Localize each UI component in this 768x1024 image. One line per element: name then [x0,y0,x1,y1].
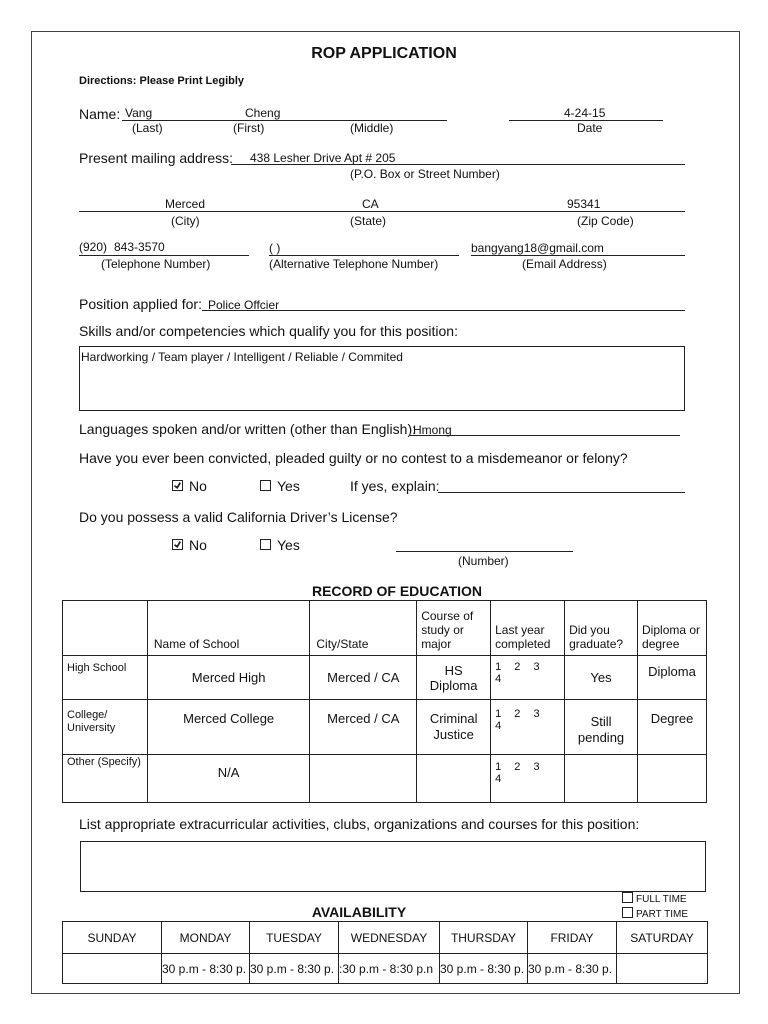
time-cell-thursday[interactable]: 30 p.m - 8:30 p. [440,954,528,984]
conviction-question: Have you ever been convicted, pleaded guilty or no contest to a misdemeanor or felony? [79,450,628,466]
city-cell[interactable] [310,755,417,803]
days-row [63,922,708,954]
skills-label: Skills and/or competencies which qualify you for this position: [79,323,458,339]
license-yes-option[interactable] [260,537,300,553]
last-name-value[interactable]: Vang [125,106,153,120]
years-cell[interactable]: 1 2 3 4 [491,700,565,755]
last-caption: (Last) [132,121,163,135]
day-cell-tuesday: TUESDAY [250,922,339,954]
date-value[interactable]: 4-24-15 [564,106,606,120]
time-cell-sunday[interactable] [63,954,162,984]
street-caption: (P.O. Box or Street Number) [350,167,500,181]
degree-cell[interactable]: Diploma [638,656,707,700]
day-cell-friday: FRIDAY [528,922,617,954]
license-yes-label: Yes [277,537,300,553]
address-label: Present mailing address: [79,150,234,166]
years-cell[interactable]: 1 2 3 4 [491,755,565,803]
email-caption: (Email Address) [522,257,607,271]
checkbox-checked-icon[interactable] [172,539,183,550]
header-cell: Last year completed [491,601,565,656]
education-title: RECORD OF EDUCATION [311,583,483,599]
skills-box[interactable] [79,346,685,411]
checkbox-checked-icon[interactable] [172,480,183,491]
table-row [63,700,707,755]
city-cell[interactable]: Merced / CA [310,656,417,700]
header-cell: Did you graduate? [565,601,638,656]
date-caption: Date [577,121,603,135]
city-cell[interactable]: Merced / CA [310,700,417,755]
zip-caption: (Zip Code) [577,214,634,228]
conviction-no-label: No [189,478,207,494]
header-cell: City/State [310,601,417,656]
day-cell-sunday: SUNDAY [63,922,162,954]
directions: Directions: Please Print Legibly [79,75,245,87]
conviction-yes-option[interactable] [260,478,300,494]
middle-caption: (Middle) [350,121,394,135]
name-line [122,120,447,121]
availability-table [62,921,708,984]
email-value[interactable]: bangyang18@gmail.com [471,241,604,255]
education-header-row [63,601,707,656]
education-table [62,600,707,803]
header-cell: Name of School [147,601,310,656]
phone-caption: (Telephone Number) [101,257,211,271]
school-cell[interactable]: Merced High [147,656,310,700]
level-cell: College/ University [63,700,148,755]
skills-value: Hardworking / Team player / Intelligent / Reliable / Commited [81,350,403,364]
header-cell: Course of study or major [417,601,491,656]
phone-line [79,255,249,256]
explain-line[interactable] [438,492,685,493]
full-time-label: FULL TIME [636,894,687,905]
course-cell[interactable]: HS Diploma [417,656,491,700]
part-time-label: PART TIME [636,909,689,920]
conviction-no-option[interactable] [172,478,207,494]
day-cell-wednesday: WEDNESDAY [339,922,440,954]
level-cell: High School [63,656,148,700]
availability-title: AVAILABILITY [311,904,407,920]
table-row [63,656,707,700]
degree-cell[interactable]: Degree [638,700,707,755]
school-cell[interactable]: Merced College [147,700,310,755]
first-name-value[interactable]: Cheng [245,106,281,120]
table-row [63,755,707,803]
time-cell-friday[interactable]: 30 p.m - 8:30 p. [528,954,617,984]
first-caption: (First) [233,121,265,135]
day-cell-saturday: SATURDAY [617,922,708,954]
state-caption: (State) [350,214,387,228]
checkbox-icon[interactable] [260,539,271,550]
extracurricular-label: List appropriate extracurricular activities, clubs, organizations and courses for this position: [79,816,640,832]
explain-label: If yes, explain: [350,478,440,494]
header-cell: Diploma or degree [638,601,707,656]
form-title: ROP APPLICATION [311,45,457,62]
license-number-caption: (Number) [458,554,509,568]
header-cell [63,601,148,656]
time-cell-monday[interactable]: 30 p.m - 8:30 p. [162,954,250,984]
checkbox-icon[interactable] [260,480,271,491]
email-line [471,255,685,256]
graduated-cell[interactable] [565,755,638,803]
license-number-line[interactable] [396,551,573,552]
languages-value[interactable]: Hmong [413,423,452,437]
graduated-cell[interactable]: Still pending [565,700,638,755]
alt-phone-line [269,255,459,256]
alt-phone-value[interactable]: ( ) [269,241,281,255]
day-cell-thursday: THURSDAY [440,922,528,954]
position-value[interactable]: Police Offcier [208,298,280,312]
city-caption: (City) [171,214,200,228]
course-cell[interactable]: Criminal Justice [417,700,491,755]
phone-value[interactable]: 843-3570 [114,240,165,254]
license-no-option[interactable] [172,537,207,553]
license-question: Do you possess a valid California Driver’s License? [79,509,398,525]
languages-label: Languages spoken and/or written (other than English): [79,421,416,437]
checkbox-icon[interactable] [622,892,633,903]
state-value[interactable]: CA [362,197,379,211]
level-cell: Other (Specify) [63,755,148,803]
position-label: Position applied for: [79,296,202,312]
time-cell-saturday[interactable] [617,954,708,984]
city-line [79,211,685,212]
license-no-label: No [189,537,207,553]
zip-value[interactable]: 95341 [567,197,601,211]
degree-cell[interactable] [638,755,707,803]
time-cell-tuesday[interactable]: 30 p.m - 8:30 p. [250,954,339,984]
times-row [63,954,708,984]
graduated-cell[interactable]: Yes [565,656,638,700]
street-value[interactable]: 438 Lesher Drive Apt # 205 [250,151,396,165]
area-code[interactable]: (920) [79,240,108,254]
name-label: Name: [79,106,121,122]
conviction-yes-label: Yes [277,478,300,494]
years-cell[interactable]: 1 2 3 4 [491,656,565,700]
school-cell[interactable]: N/A [147,755,310,803]
extracurricular-box[interactable] [80,841,706,892]
time-cell-wednesday[interactable]: :30 p.m - 8:30 p.n [339,954,440,984]
course-cell[interactable] [417,755,491,803]
alt-phone-caption: (Alternative Telephone Number) [269,257,439,271]
day-cell-monday: MONDAY [162,922,250,954]
city-value[interactable]: Merced [165,197,206,211]
